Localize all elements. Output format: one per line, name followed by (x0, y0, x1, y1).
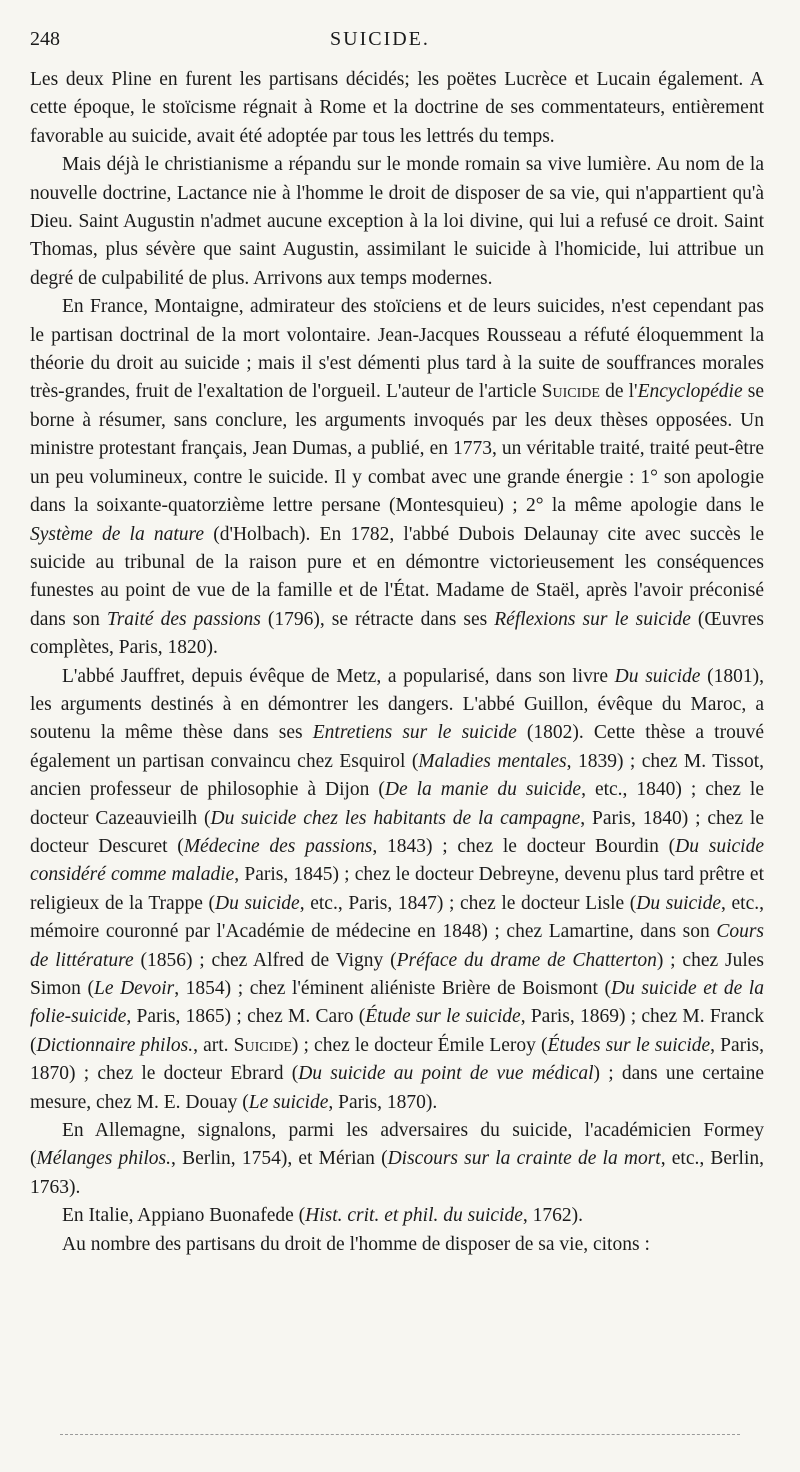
italic-title: Étude sur le suicide (365, 1006, 521, 1028)
text-run: , 1762). (522, 1205, 583, 1227)
italic-title: Du suicide (614, 665, 701, 687)
italic-title: Traité des passions (106, 608, 261, 630)
text-run: (1801), les arguments destinés à en démontrer les dangers. L'abbé Guillon, évêque du Maroc, a soutenu la même thèse dans ses (30, 665, 764, 744)
text-run: , 1843) ; chez le docteur Bourdin ( (372, 835, 676, 857)
text-run: , Paris, 1865) ; chez M. Caro ( (126, 1006, 366, 1028)
text-run: de l' (599, 381, 638, 403)
italic-title: Du suicide (215, 892, 300, 914)
text-run: , Paris, 1845) ; chez le docteur Debreyne, devenu plus tard prêtre et religieux de la Trappe ( (30, 864, 765, 914)
paragraph (30, 66, 764, 151)
italic-title: Hist. crit. et phil. du suicide (305, 1205, 523, 1227)
text-run: se borne à résumer, sans conclure, les arguments invoqués par les deux thèses opposées. Un ministre protestant français, Jean Dumas, a publié, en 1773, un véritable traité, traité peut-être un peu volumineux, contre le suicide. Il y combat avec une grande énergie : 1° son apologie dans la soixante-quatorzième lettre persane (Montesquieu) ; 2° la même apologie dans le (30, 381, 765, 517)
italic-title: Mélanges philos. (36, 1148, 172, 1170)
paragraph (30, 151, 764, 293)
italic-title: Préface du drame de Chatterton (396, 949, 657, 971)
italic-title: Du suicide et de la folie-suicide (30, 978, 764, 1028)
text-run: En Italie, Appiano Buonafede ( (62, 1205, 306, 1227)
text-run: , Paris, 1869) ; chez M. Franck ( (30, 1006, 764, 1056)
text-run: En Allemagne, signalons, parmi les adversaires du suicide, l'académicien Formey ( (30, 1120, 764, 1170)
text-run: L'abbé Jauffret, depuis évêque de Metz, a popularisé, dans son livre (62, 665, 615, 687)
running-title: SUICIDE. (330, 28, 430, 50)
text-run: , etc., mémoire couronné par l'Académie de médecine en 1848) ; chez Lamartine, dans son (30, 892, 764, 943)
text-run: , Paris, 1840) ; chez le docteur Descuret ( (30, 807, 765, 857)
text-run: ) ; chez le docteur Émile Leroy ( (291, 1034, 548, 1056)
paragraph (30, 663, 764, 1118)
text-run: En France, Montaigne, admirateur des stoïciens et de leurs suicides, n'est cependant pas le partisan doctrinal de la mort volontaire. Jean-Jacques Rousseau a réfuté éloquemment la théorie du droit au suicide ; mais il s'est démenti plus tard à la suite de souffrances morales très-grandes, fruit de l'exaltation de l'orgueil. L'auteur de l'article (30, 296, 764, 403)
text-run: , etc., Paris, 1847) ; chez le docteur Lisle ( (299, 892, 637, 914)
text-run: ) ; dans une certaine mesure, chez M. E. Douay ( (30, 1063, 764, 1113)
italic-title: Études sur le suicide (547, 1034, 711, 1056)
page-header (30, 28, 764, 62)
text-run: , Paris, 1870). (328, 1091, 438, 1113)
paragraph (30, 293, 764, 662)
text-run: (1802). Cette thèse a trouvé également un partisan convaincu chez Esquirol ( (30, 722, 764, 772)
text-run: , etc., 1840) ; chez le docteur Cazeauvieilh ( (30, 779, 764, 829)
italic-title: Du suicide au point de vue médical (298, 1063, 594, 1085)
italic-title: Médecine des passions (183, 835, 373, 857)
text-run: (Œuvres complètes, Paris, 1820). (30, 608, 764, 659)
text-run: (1856) ; chez Alfred de Vigny ( (133, 949, 397, 971)
paragraph (30, 1117, 764, 1202)
text-run: (1796), se rétracte dans ses (260, 608, 495, 630)
italic-title: Cours de littérature (30, 921, 764, 971)
text-run: ) ; chez Jules Simon ( (30, 949, 764, 999)
text-run: , 1854) ; chez l'éminent aliéniste Brière de Boismont ( (174, 978, 611, 999)
italic-title: Du suicide chez les habitants de la campagne (210, 807, 581, 829)
italic-title: Réflexions sur le suicide (494, 608, 691, 630)
text-run: (d'Holbach). En 1782, l'abbé Dubois Delaunay cite avec succès le suicide au tribunal de la raison pure et en démontre victorieusement les conséquences funestes au point de vue de la famille et de l'État. Madame de Staël, après l'avoir préconisé dans son (30, 523, 764, 630)
text-run: , 1839) ; chez M. Tissot, ancien professeur de philosophie à Dijon ( (30, 750, 765, 801)
italic-title: Encyclopédie (637, 381, 743, 403)
text-run: Mais déjà le christianisme a répandu sur le monde romain sa vive lumière. Au nom de la nouvelle doctrine, Lactance nie à l'homme le droit de disposer de sa vie, qui n'appartient qu'à Dieu. Saint Augustin n'admet aucune exception à la loi divine, qui lui a refusé ce droit. Saint Thomas, plus sévère que saint Augustin, assimilant le suicide à l'homicide, lui attribue un degré de culpabilité de plus. Arrivons aux temps modernes. (30, 154, 764, 289)
text-run: , art. (193, 1034, 234, 1056)
text-run: , Berlin, 1754), et Mérian ( (171, 1148, 388, 1170)
page-number: 248 (30, 28, 60, 50)
paragraph (30, 1231, 764, 1259)
paragraph (30, 1202, 764, 1230)
italic-title: Le Devoir (94, 978, 175, 999)
italic-title: Le suicide (248, 1091, 329, 1113)
italic-title: Du suicide (636, 892, 721, 914)
italic-title: Dictionnaire philos. (36, 1034, 194, 1056)
text-run: Les deux Pline en furent les partisans décidés; les poëtes Lucrèce et Lucain également. A cette époque, le stoïcisme régnait à Rome et la doctrine de ses commentateurs, entièrement favorable au suicide, avait été adoptée par tous les lettrés du temps. (30, 69, 764, 147)
italic-title: Système de la nature (30, 523, 205, 545)
small-caps-term: Suicide (541, 381, 600, 403)
italic-title: De la manie du suicide (384, 779, 582, 801)
small-caps-term: Suicide (233, 1034, 292, 1056)
text-run: , Paris, 1870) ; chez le docteur Ebrard ( (30, 1034, 765, 1085)
bottom-rule (60, 1434, 740, 1435)
text-run: , etc., Berlin, 1763). (30, 1148, 765, 1198)
italic-title: Discours sur la crainte de la mort (387, 1148, 661, 1170)
italic-title: Entretiens sur le suicide (312, 722, 517, 744)
italic-title: Du suicide considéré comme maladie (30, 835, 764, 886)
italic-title: Maladies mentales (418, 750, 567, 772)
body-text (30, 66, 764, 1259)
text-run: Au nombre des partisans du droit de l'homme de disposer de sa vie, citons : (62, 1233, 650, 1255)
